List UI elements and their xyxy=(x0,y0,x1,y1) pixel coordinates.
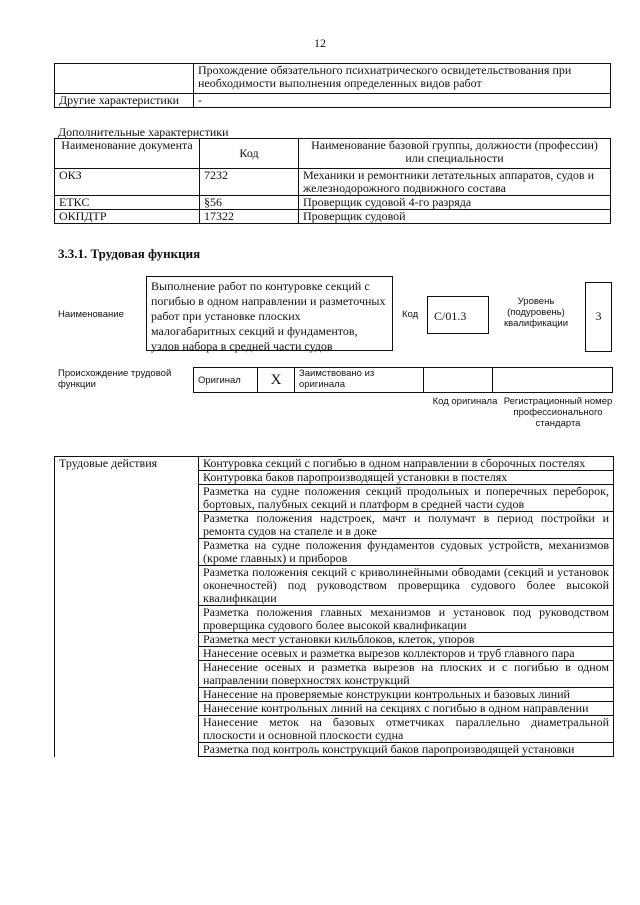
name-label: Наименование xyxy=(58,309,124,320)
level-value-box: 3 xyxy=(585,282,612,352)
labor-actions-label: Трудовые действия xyxy=(55,457,199,757)
other-characteristics-value: - xyxy=(194,94,611,108)
reg-number-label: Регистрационный номер профессионального стандарта xyxy=(503,396,613,429)
table-row xyxy=(55,196,611,210)
header-code: Код xyxy=(200,139,299,169)
action-item: Контуровка баков паропроизводящей установки в постелях xyxy=(199,471,614,485)
action-item: Нанесение меток на базовых отметчиках параллельно диаметральной плоскости и основной плоскости судна xyxy=(199,716,614,743)
origin-code-label: Код оригинала xyxy=(432,396,498,407)
table-row xyxy=(55,169,611,196)
origin-table xyxy=(193,367,613,393)
action-item: Разметка на судне положения секций продольных и поперечных переборок, бортовых, палубных секций и платформ в средней части судов xyxy=(199,485,614,512)
action-item: Разметка положения надстроек, мачт и полумачт в период постройки и ремонта судов на стапеле и в доке xyxy=(199,512,614,539)
section-title: 3.3.1. Трудовая функция xyxy=(58,246,201,261)
code-label: Код xyxy=(402,309,419,320)
code-value-box: C/01.3 xyxy=(427,296,489,334)
labor-actions-table xyxy=(54,456,614,757)
page-number: 12 xyxy=(314,36,326,50)
action-item: Разметка положения секций с криволинейными обводами (секций и установок оконечностей) под руководством проверщика судового более высокой квалификации xyxy=(199,566,614,606)
additional-title: Дополнительные характеристики xyxy=(58,125,229,139)
header-doc-name: Наименование документа xyxy=(55,139,200,169)
original-mark: X xyxy=(258,368,295,393)
function-name-box: Выполнение работ по контуровке секций с погибью в одном направлении и разметочных работ при установке плоских малогабаритных секций и фундаментов, узлов набора в средней части судов xyxy=(146,276,393,351)
row-group: Проверщик судовой 4-го разряда xyxy=(299,196,611,210)
row-doc: ОКПДТР xyxy=(55,210,200,224)
top-table-empty-cell xyxy=(55,64,194,94)
origin-code-cell xyxy=(424,368,493,393)
row-doc: ОКЗ xyxy=(55,169,200,196)
action-item: Контуровка секций с погибью в одном направлении в сборочных постелях xyxy=(199,457,614,471)
level-label: Уровень (подуровень) квалификации xyxy=(503,296,569,329)
action-item: Разметка под контроль конструкций баков паропроизводящей установки xyxy=(199,743,614,757)
table-row xyxy=(55,457,614,471)
row-group: Механики и ремонтники летательных аппаратов, судов и железнодорожного подвижного состава xyxy=(299,169,611,196)
action-item: Разметка на судне положения фундаментов судовых устройств, механизмов (кроме главных) и приборов xyxy=(199,539,614,566)
row-group: Проверщик судовой xyxy=(299,210,611,224)
top-characteristics-table xyxy=(54,63,611,108)
header-group-name: Наименование базовой группы, должности (профессии) или специальности xyxy=(299,139,611,169)
row-code: §56 xyxy=(200,196,299,210)
other-characteristics-label: Другие характеристики xyxy=(55,94,194,108)
row-code: 17322 xyxy=(200,210,299,224)
action-item: Нанесение осевых и разметка вырезов на плоских и с погибью в одном направлении поверхностях конструкций xyxy=(199,661,614,688)
action-item: Разметка мест установки кильблоков, клеток, упоров xyxy=(199,633,614,647)
reg-number-cell xyxy=(493,368,613,393)
action-item: Нанесение осевых и разметка вырезов коллекторов и труб главного пара xyxy=(199,647,614,661)
borrowed-label: Заимствовано из оригинала xyxy=(295,368,424,393)
action-item: Нанесение контрольных линий на секциях с погибью в одном направлении xyxy=(199,702,614,716)
table-row xyxy=(55,210,611,224)
row-code: 7232 xyxy=(200,169,299,196)
row-doc: ЕТКС xyxy=(55,196,200,210)
action-item: Разметка положения главных механизмов и установок под руководством проверщика судового более высокой квалификации xyxy=(199,606,614,633)
origin-label: Происхождение трудовой функции xyxy=(58,368,172,390)
additional-table xyxy=(54,138,611,224)
action-item: Нанесение на проверяемые конструкции контрольных и базовых линий xyxy=(199,688,614,702)
top-table-row1-text: Прохождение обязательного психиатрического освидетельствования при необходимости выполнения определенных видов работ xyxy=(194,64,611,94)
original-label: Оригинал xyxy=(194,368,258,393)
